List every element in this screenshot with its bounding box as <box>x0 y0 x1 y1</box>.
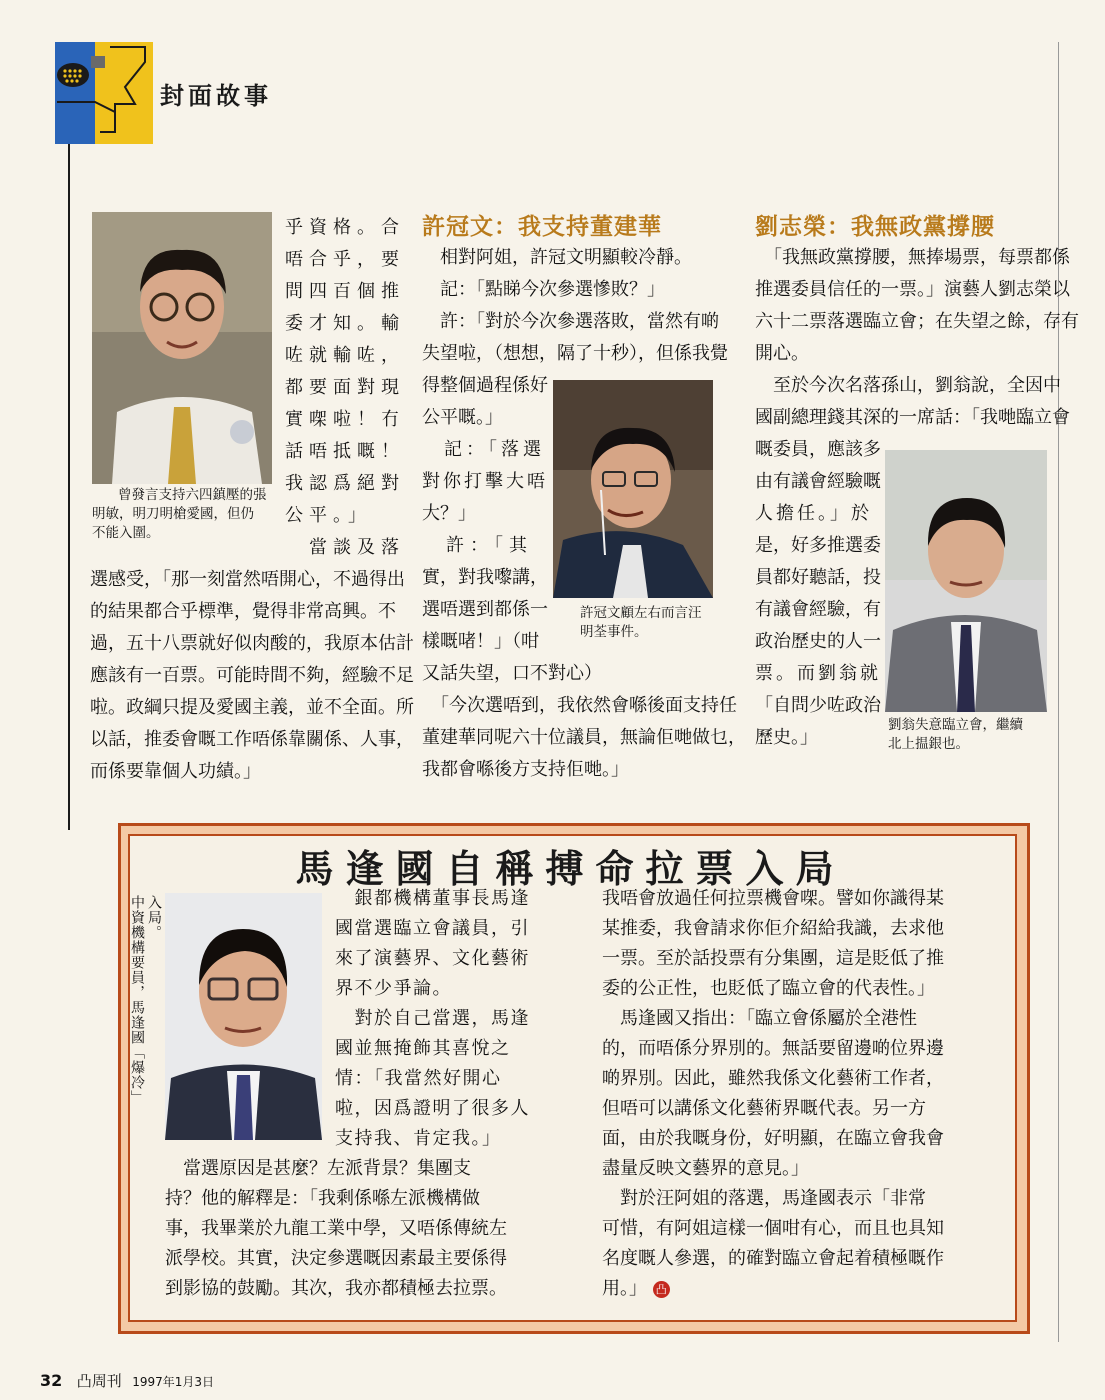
caption-line: 不能入圍。 <box>92 525 160 541</box>
text-line: 面，由於我嘅身份，好明顯，在臨立會我會 <box>602 1128 944 1149</box>
sidebar-left-narrow-text <box>335 884 530 1154</box>
text-line: 但唔可以講係文化藝術界嘅代表。另一方 <box>602 1098 926 1119</box>
text-line: 「我無政黨撐腰，無捧場票，每票都係 <box>755 247 1070 268</box>
text-line: 員都好聽話，投 <box>755 567 881 588</box>
text-line: 至於今次名落孫山，劉翁說，全因中 <box>755 375 1061 396</box>
caption-line: 明敏，明刀明槍愛國，但仍 <box>92 506 254 522</box>
text-line: 國並無掩飾其喜悅之 <box>335 1038 511 1059</box>
text-line: 國副總理錢其深的一席話：「我哋臨立會 <box>755 407 1070 428</box>
sidebar-left-wide-text <box>165 1154 507 1304</box>
text-line: 許：「對於今次參選落敗，當然有啲 <box>422 311 719 332</box>
column2-heading: 許冠文：我支持董建華 <box>422 213 662 240</box>
text-line: 人擔任。」於 <box>755 503 872 524</box>
left-margin-rule <box>68 140 70 830</box>
text-line: 票。而劉翁就 <box>755 663 881 684</box>
text-line: 公平嘅。」 <box>422 407 503 428</box>
text-line: 一票。至於話投票有分集團，這是貶低了推 <box>602 948 944 969</box>
sidebar-right-text <box>602 884 944 1304</box>
text-line: 推選委員信任的一票。」演藝人劉志榮以 <box>755 279 1070 300</box>
text-line: 過，五十八票就好似肉酸的，我原本估計 <box>90 633 414 654</box>
column2-bottom-text <box>422 690 746 786</box>
photo-ma-fung-kwok <box>165 893 322 1140</box>
text-line: 的，而唔係分界別的。無話要留邊啲位界邊 <box>602 1038 944 1059</box>
photo-zhang-man-kin <box>92 212 272 484</box>
text-line: 對你打擊大唔 <box>422 471 548 492</box>
column3-top-text <box>755 242 1079 434</box>
text-line: 「今次選唔到，我依然會喺後面支持任 <box>422 695 737 716</box>
caption-line: 劉翁失意臨立會，繼續 <box>888 717 1023 733</box>
text-line: 某推委，我會請求你佢介紹給我識，去求他 <box>602 918 944 939</box>
section-logo-icon <box>55 42 153 144</box>
text-line: 選感受，「那一刻當然唔開心，不過得出 <box>90 569 405 590</box>
photo1-caption <box>92 486 267 543</box>
text-line: 乎資格。合 <box>285 217 405 238</box>
photo3-caption <box>888 716 1023 754</box>
sidebar-vertical-caption <box>128 895 162 1135</box>
vertical-caption-line: 入局。 <box>146 895 162 940</box>
text-line: 名度嘅人參選，的確對臨立會起着積極嘅作 <box>602 1248 944 1269</box>
text-line: 實㗎啦！冇 <box>285 409 405 430</box>
caption-line: 北上揾銀也。 <box>888 736 969 752</box>
column1-wide-text <box>90 564 414 788</box>
column2-top-text <box>422 242 728 370</box>
right-margin-rule <box>1058 42 1059 1342</box>
text-line: 是，好多推選委 <box>755 535 881 556</box>
sidebar-title: 馬逢國自稱搏命拉票入局 <box>295 846 846 891</box>
issue-date: 1997年1月3日 <box>132 1375 214 1389</box>
text-line: 政治歷史的人一 <box>755 631 881 652</box>
text-line: 許：「其 <box>422 535 533 556</box>
text-line: 應該有一百票。可能時間不夠，經驗不足 <box>90 665 414 686</box>
text-line: 對於自己當選，馬逢 <box>335 1008 530 1029</box>
text-line: 我認爲絕對 <box>285 473 405 494</box>
text-line: 嘅委員，應該多 <box>755 439 881 460</box>
text-line: 六十二票落選臨立會；在失望之餘，存有 <box>755 311 1079 332</box>
text-line: 開心。 <box>755 343 809 364</box>
text-line: 事，我畢業於九龍工業中學，又唔係傳統左 <box>165 1218 507 1239</box>
vertical-caption-line: 中資機構要員，馬逢國「爆冷」 <box>129 895 145 1105</box>
text-line: 實，對我嚟講， <box>422 567 548 588</box>
text-line: 唔合乎，要 <box>285 249 405 270</box>
text-line: 界不少爭論。 <box>335 978 452 999</box>
text-line: 持？他的解釋是：「我剩係喺左派機構做 <box>165 1188 480 1209</box>
text-line: 「自問少咗政治 <box>755 695 881 716</box>
text-line: 以話，推委會嘅工作唔係靠關係、人事， <box>90 729 414 750</box>
section-title: 封面故事 <box>160 82 272 110</box>
text-line: 啦，因爲證明了很多人 <box>335 1098 530 1119</box>
text-line: 而係要靠個人功績。」 <box>90 761 261 782</box>
text-line: 話唔抵嘅！ <box>285 441 405 462</box>
photo2-caption <box>580 604 702 642</box>
text-line: 董建華同呢六十位議員，無論佢哋做乜， <box>422 727 746 748</box>
text-line: 相對阿姐，許冠文明顯較冷靜。 <box>422 247 692 268</box>
text-line: 選唔選到都係一 <box>422 599 548 620</box>
text-line: 情：「我當然好開心 <box>335 1068 502 1089</box>
page-number: 32 <box>40 1371 63 1390</box>
text-line: 公平。」 <box>285 505 372 526</box>
caption-line: 明荃事件。 <box>580 624 648 640</box>
text-line: 我都會喺後方支持佢哋。」 <box>422 759 629 780</box>
text-line: 委才知。輸 <box>285 313 405 334</box>
column3-narrow-text <box>755 434 881 754</box>
text-line: 盡量反映文藝界的意見。」 <box>602 1158 809 1179</box>
text-line: 歷史。」 <box>755 727 818 748</box>
text-line: 派學校。其實，決定參選嘅因素最主要係得 <box>165 1248 507 1269</box>
text-line: 支持我、肯定我。」 <box>335 1128 502 1149</box>
text-line: 當選原因是甚麼？左派背景？集團支 <box>165 1158 471 1179</box>
text-line: 啲界別。因此，雖然我係文化藝術工作者， <box>602 1068 944 1089</box>
column1-narrow-text <box>285 212 405 564</box>
text-line: 的結果都合乎標準，覺得非常高興。不 <box>90 601 396 622</box>
text-line: 馬逢國又指出：「臨立會係屬於全港性 <box>602 1008 917 1029</box>
caption-line: 許冠文顧左右而言汪 <box>580 605 702 621</box>
text-line: 由有議會經驗嘅 <box>755 471 881 492</box>
caption-line: 曾發言支持六四鎮壓的張 <box>118 487 267 503</box>
text-line: 記：「落選 <box>422 439 545 460</box>
text-line: 記：「點睇今次參選慘敗？」 <box>422 279 665 300</box>
text-line: 大？」 <box>422 503 476 524</box>
text-line: 到影協的鼓勵。其次，我亦都積極去拉票。 <box>165 1278 507 1299</box>
magazine-name: 凸周刊 <box>76 1372 122 1390</box>
text-line: 都要面對現 <box>285 377 405 398</box>
text-line: 咗就輸咗， <box>285 345 405 366</box>
text-line-end: 用。」 <box>602 1278 647 1299</box>
text-line: 可惜，有阿姐這樣一個咁有心，而且也具知 <box>602 1218 944 1239</box>
text-line: 問四百個推 <box>285 281 405 302</box>
text-line <box>602 1274 944 1304</box>
text-line: 有議會經驗，有 <box>755 599 881 620</box>
text-line: 對於汪阿姐的落選，馬逢國表示「非常 <box>602 1188 926 1209</box>
text-line: 樣嘅啫！」（咁 <box>422 631 539 652</box>
column2-narrow-text <box>422 370 602 690</box>
text-line: 來了演藝界、文化藝術 <box>335 948 530 969</box>
text-line: 失望啦，（想想，隔了十秒），但係我覺 <box>422 343 728 364</box>
page-footer <box>40 1370 214 1391</box>
text-line: 當談及落 <box>285 537 405 558</box>
end-mark-icon: 凸 <box>653 1281 670 1298</box>
text-line: 啦。政綱只提及愛國主義，並不全面。所 <box>90 697 414 718</box>
text-line: 我唔會放過任何拉票機會㗎。譬如你識得某 <box>602 888 944 909</box>
photo-lau-chi-wing <box>885 450 1047 712</box>
text-line: 又話失望，口不對心） <box>422 663 602 684</box>
column3-heading: 劉志榮：我無政黨撐腰 <box>755 213 995 240</box>
text-line: 國當選臨立會議員，引 <box>335 918 530 939</box>
text-line: 委的公正性，也貶低了臨立會的代表性。」 <box>602 978 935 999</box>
text-line: 銀都機構董事長馬逢 <box>335 888 530 909</box>
text-line: 得整個過程係好 <box>422 375 548 396</box>
